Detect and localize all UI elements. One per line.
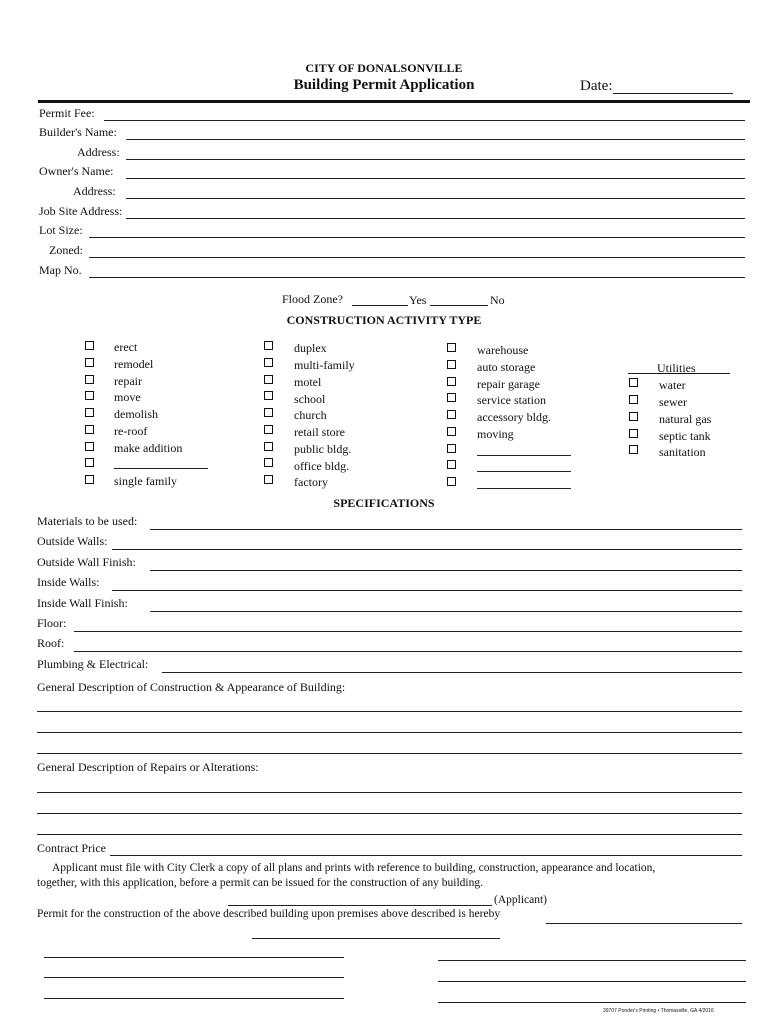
owner-address-field[interactable] [126, 198, 745, 199]
option-repair: repair [114, 374, 142, 388]
applicant-signature-field[interactable] [228, 905, 492, 906]
zoned-field[interactable] [89, 257, 745, 258]
utilities-title: Utilities [657, 361, 696, 375]
checkbox-factory[interactable] [264, 475, 273, 484]
option-accessory-bldg: accessory bldg. [477, 410, 551, 424]
option-office-bldg: office bldg. [294, 459, 350, 473]
option-school: school [294, 392, 326, 406]
checkbox-sewer[interactable] [629, 395, 638, 404]
checkbox-demolish[interactable] [85, 408, 94, 417]
checkbox-move[interactable] [85, 391, 94, 400]
permit-hereby-field[interactable] [546, 923, 742, 924]
option-multi-family: multi-family [294, 358, 355, 372]
checkbox-make-addition[interactable] [85, 442, 94, 451]
signature-line-right-1[interactable] [438, 960, 746, 961]
owner-address-label: Address: [73, 184, 116, 198]
option-factory: factory [294, 475, 328, 489]
option-remodel: remodel [114, 357, 154, 371]
permit-fee-field[interactable] [104, 120, 745, 121]
flood-zone-label: Flood Zone? [282, 292, 343, 306]
date-label: Date: [580, 78, 613, 94]
checkbox-accessory-bldg[interactable] [447, 410, 456, 419]
general-construction-line-2[interactable] [37, 732, 742, 733]
option-moving: moving [477, 427, 514, 441]
option-demolish: demolish [114, 407, 158, 421]
checkbox-moving[interactable] [447, 427, 456, 436]
checkbox-motel[interactable] [264, 375, 273, 384]
utility-natural-gas: natural gas [659, 412, 712, 426]
option-auto-storage: auto storage [477, 360, 536, 374]
option-warehouse: warehouse [477, 343, 529, 357]
general-repairs-label: General Description of Repairs or Alterations: [37, 760, 259, 774]
signature-line-left-2[interactable] [44, 977, 344, 978]
checkbox-repair-garage[interactable] [447, 377, 456, 386]
city-name: CITY OF DONALSONVILLE [305, 61, 463, 75]
other-blank-2[interactable] [477, 455, 571, 456]
option-retail-store: retail store [294, 425, 345, 439]
permit-statement: Permit for the construction of the above described building upon premises above described is hereby [37, 908, 501, 920]
checkbox-other-4[interactable] [447, 477, 456, 486]
builders-name-label: Builder's Name: [39, 125, 117, 139]
option-erect: erect [114, 340, 138, 354]
contract-price-label: Contract Price [37, 841, 106, 855]
plumbing-electrical-field[interactable] [162, 672, 742, 673]
checkbox-office-bldg[interactable] [264, 458, 273, 467]
roof-label: Roof: [37, 636, 65, 650]
option-service-station: service station [477, 393, 546, 407]
checkbox-repair[interactable] [85, 375, 94, 384]
contract-price-field[interactable] [110, 855, 742, 856]
inside-wall-finish-field[interactable] [150, 611, 742, 612]
flood-yes-field[interactable] [352, 305, 408, 306]
signature-line-left-1[interactable] [44, 957, 344, 958]
builders-name-field[interactable] [126, 139, 745, 140]
option-move: move [114, 390, 141, 404]
floor-label: Floor: [37, 616, 67, 630]
lot-size-field[interactable] [89, 237, 745, 238]
statement-line-2: together, with this application, before a permit can be issued for the construction of any building. [37, 877, 484, 889]
utility-septic-tank: septic tank [659, 429, 711, 443]
checkbox-single-family[interactable] [85, 475, 94, 484]
signature-line-left-3[interactable] [44, 998, 344, 999]
flood-no-label: No [490, 293, 505, 307]
general-construction-line-1[interactable] [37, 711, 742, 712]
general-construction-line-3[interactable] [37, 753, 742, 754]
option-make-addition: make addition [114, 441, 183, 455]
other-blank-4[interactable] [477, 488, 571, 489]
option-re-roof: re-roof [114, 424, 148, 438]
construction-activity-title: CONSTRUCTION ACTIVITY TYPE [286, 313, 482, 327]
header-rule [38, 100, 750, 103]
checkbox-retail-store[interactable] [264, 425, 273, 434]
option-single-family: single family [114, 474, 177, 488]
checkbox-other-3[interactable] [447, 460, 456, 469]
checkbox-erect[interactable] [85, 341, 94, 350]
materials-label: Materials to be used: [37, 514, 138, 528]
printer-footer: 39707 Ponder's Printing • Thomasville, GA 4/2016 [603, 1008, 714, 1014]
outside-wall-finish-label: Outside Wall Finish: [37, 555, 136, 569]
general-repairs-line-3[interactable] [37, 834, 742, 835]
applicant-label: (Applicant) [494, 894, 548, 906]
checkbox-re-roof[interactable] [85, 425, 94, 434]
zoned-label: Zoned: [49, 243, 83, 257]
checkbox-remodel[interactable] [85, 358, 94, 367]
builder-address-label: Address: [77, 145, 120, 159]
specifications-title: SPECIFICATIONS [333, 496, 435, 510]
checkbox-sanitation[interactable] [629, 445, 638, 454]
plumbing-electrical-label: Plumbing & Electrical: [37, 657, 149, 671]
outside-wall-finish-field[interactable] [150, 570, 742, 571]
owners-name-label: Owner's Name: [39, 164, 114, 178]
outside-walls-field[interactable] [112, 549, 742, 550]
page-title: Building Permit Application [293, 77, 475, 93]
signature-line-right-3[interactable] [438, 1002, 746, 1003]
statement-line-1: Applicant must file with City Clerk a copy of all plans and prints with reference to building, construction, appearance and location, [52, 862, 656, 874]
utility-sanitation: sanitation [659, 445, 706, 459]
option-duplex: duplex [294, 341, 327, 355]
checkbox-auto-storage[interactable] [447, 360, 456, 369]
job-site-address-field[interactable] [126, 218, 745, 219]
materials-field[interactable] [150, 529, 742, 530]
option-motel: motel [294, 375, 322, 389]
inside-walls-label: Inside Walls: [37, 575, 100, 589]
checkbox-school[interactable] [264, 391, 273, 400]
flood-no-field[interactable] [430, 305, 488, 306]
utility-water: water [659, 378, 686, 392]
permit-fee-label: Permit Fee: [39, 106, 95, 120]
checkbox-septic-tank[interactable] [629, 429, 638, 438]
checkbox-public-bldg[interactable] [264, 442, 273, 451]
inside-wall-finish-label: Inside Wall Finish: [37, 596, 128, 610]
floor-field[interactable] [74, 631, 742, 632]
checkbox-natural-gas[interactable] [629, 412, 638, 421]
option-repair-garage: repair garage [477, 377, 540, 391]
flood-yes-label: Yes [409, 293, 427, 307]
signature-line-right-2[interactable] [438, 981, 746, 982]
other-blank-3[interactable] [477, 471, 571, 472]
utility-sewer: sewer [659, 395, 687, 409]
option-church: church [294, 408, 327, 422]
checkbox-other-1[interactable] [85, 458, 94, 467]
option-public-bldg: public bldg. [294, 442, 352, 456]
checkbox-service-station[interactable] [447, 393, 456, 402]
checkbox-water[interactable] [629, 378, 638, 387]
checkbox-other-2[interactable] [447, 444, 456, 453]
general-construction-label: General Description of Construction & Appearance of Building: [37, 680, 346, 694]
approval-line[interactable] [252, 938, 500, 939]
roof-field[interactable] [74, 651, 742, 652]
map-no-label: Map No. [39, 263, 82, 277]
builder-address-field[interactable] [126, 159, 745, 160]
other-blank-1[interactable] [114, 468, 208, 469]
general-repairs-line-2[interactable] [37, 813, 742, 814]
map-no-field[interactable] [89, 277, 745, 278]
checkbox-church[interactable] [264, 408, 273, 417]
checkbox-duplex[interactable] [264, 341, 273, 350]
general-repairs-line-1[interactable] [37, 792, 742, 793]
lot-size-label: Lot Size: [39, 223, 83, 237]
inside-walls-field[interactable] [112, 590, 742, 591]
date-field[interactable] [613, 93, 733, 94]
checkbox-warehouse[interactable] [447, 343, 456, 352]
job-site-address-label: Job Site Address: [39, 204, 123, 218]
checkbox-multi-family[interactable] [264, 358, 273, 367]
owners-name-field[interactable] [126, 178, 745, 179]
outside-walls-label: Outside Walls: [37, 534, 108, 548]
